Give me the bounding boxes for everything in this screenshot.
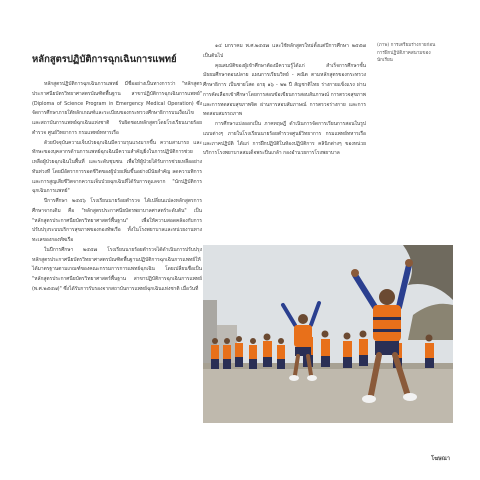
paragraph: ๑๔ มกราคม พ.ศ.๒๕๕๗ และใช้หลักสูตรใหม่ตั้งแต่ปีการศึกษา ๒๕๕๗ เป็นต้นไป	[203, 43, 366, 59]
exercise-photo-illustration	[203, 245, 453, 423]
paragraph: คุณสมบัติของผู้เข้าศึกษาต้องมีความรู้ได้แก่ สำเร็จการศึกษาชั้นมัธยมศึกษาตอนปลาย แผนการเรียนวิทย์ - คณิต ตามหลักสูตรของกระทรวงศึกษาธิการ เป็นชายโสด อายุ ๑๖ - ๒๒ ปี สัญชาติไทย ร่างกายแข็งแรง ผ่านการคัดเลือกเข้าศึกษาโดยการสอบข้อเขียนการสอบสัมภาษณ์ การตรวจสุขภาพ และการทดสอบสุขภาพจิต ผ่านการสอบสัมภาษณ์ การตรวจร่างกาย และการทดสอบสมรรถภาพ	[203, 62, 366, 118]
photo-caption: (ภาพ) การเตรียมร่างกายก่อนการฝึกปฏิบัติภาคสนามของนักเรียน	[377, 43, 436, 63]
paragraph: การศึกษาแบ่งออกเป็น ภาคทฤษฎี ดำเนินการจัดการเรียนการสอนในรูปแบบต่างๆ ภายในโรงเรียนนายร้อยตำรวจศูนย์วิทยาการ กรมแพทย์ทหารเรือ และภาคปฏิบัติ ได้แก่ การฝึกปฏิบัติในห้องปฏิบัติการ คลินิกต่างๆ ของหน่วยบริการโรงพยาบาลสมเด็จพระปิ่นเกล้า กองอำนวยการโรงพยาบาล	[203, 121, 366, 157]
article-photo	[203, 245, 453, 423]
middle-text-column	[203, 42, 366, 159]
ground	[203, 363, 453, 423]
left-text-column	[32, 80, 202, 295]
paragraph: ในปีการศึกษา ๒๕๕๗ โรงเรียนนายร้อยตำรวจได้ดำเนินการปรับปรุงหลักสูตรประกาศนียบัตรวิทยาศาสตรบัณฑิตพื้นฐานปฏิบัติการฉุกเฉินการแพทย์ให้ได้มาตรฐานตามเกณฑ์ของคณะกรรมการการแพทย์ฉุกเฉิน โดยเปลี่ยนชื่อเป็น "หลักสูตรประกาศนียบัตรวิทยาศาสตร์พื้นฐาน สาขาปฏิบัติการฉุกเฉินการแพทย์ (พ.ศ.๒๕๕๗)" ซึ่งได้รับการรับรองจากสถาบันการแพทย์ฉุกเฉินแห่งชาติ เมื่อวันที่	[32, 246, 202, 292]
paragraph: หลักสูตรปฏิบัติการฉุกเฉินการแพทย์ มีชื่ออย่างเป็นทางการว่า "หลักสูตรประกาศนียบัตรวิทยาศาสตรบัณฑิตพื้นฐาน สาขาปฏิบัติการฉุกเฉินการแพทย์" (Diploma of Science Program in Emergency Medical Operation) ซึ่งจัดการศึกษาภายใต้หลักเกณฑ์และระเบียบของกระทรวงศึกษาธิการบนเงื่อนไขและสถาบันการแพทย์ฉุกเฉินแห่งชาติ รับผิดชอบหลักสูตรโดยโรงเรียนนายร้อยตำรวจ ศูนย์วิทยาการ กรมแพทย์ทหารเรือ	[32, 81, 202, 136]
paragraph: ปีการศึกษา ๒๕๕๖ โรงเรียนนายร้อยตำรวจ ได้เปลี่ยนแปลงหลักสูตรการศึกษาจากเดิม คือ "หลักสูตรประกาศนียบัตรพยาบาลศาสตร์ระดับต้น" เป็น "หลักสูตรประกาศนียบัตรวิทยาศาสตร์พื้นฐาน" เพื่อให้ความสอดคล้องกับการปรับปรุงระบบบริการสุขภาพของกองทัพเรือ ทั้งในโรงพยาบาลและหน่วยงานทางทะเลของกองทัพเรือ	[32, 198, 202, 243]
page-footer: โฆษณา	[431, 456, 450, 462]
article-title: หลักสูตรปฏิบัติการฉุกเฉินการแพทย์	[32, 54, 177, 65]
paragraph: ด้วยปัจจุบันความเจ็บป่วยฉุกเฉินมีความรุนแรงมากขึ้น ความสามารถ และทักษะของบุคลากรด้านการแพทย์ฉุกเฉินมีความสำคัญยิ่งในการปฏิบัติการช่วยเหลือผู้ป่วยฉุกเฉินในพื้นที่ และระดับชุมชน เพื่อให้ผู้ป่วยได้รับการช่วยเหลืออย่างทันท่วงที โดยมีอัตราการรอดชีวิตของผู้ป่วยเพิ่มขึ้นอย่างมีนัยสำคัญ ลดความพิการและการสูญเสียชีวิตจากความเจ็บป่วยฉุกเฉินที่ได้รับการดูแลจาก "นักปฏิบัติการฉุกเฉินการแพทย์"	[32, 139, 202, 195]
